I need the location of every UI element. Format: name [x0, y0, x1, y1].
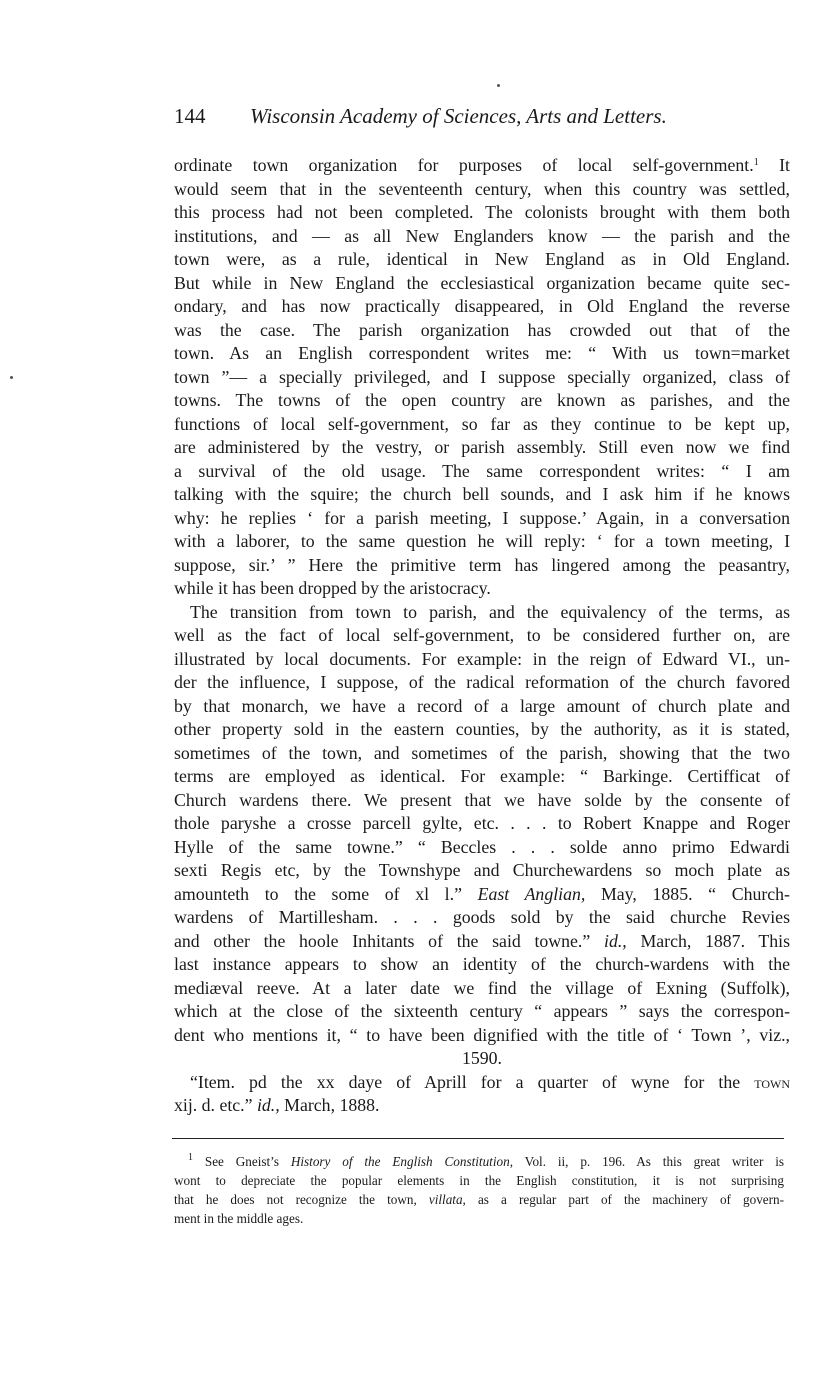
text-line: last instance appears to show an identity of the church-wardens with the — [174, 954, 790, 974]
text-line: der the influence, I suppose, of the radical reformation of the church favored — [174, 672, 790, 692]
quote-line: “Item. pd the xx daye of Aprill for a quarter of wyne for the town — [190, 1071, 791, 1092]
text-line: Hylle of the same towne.” “ Beccles . . . solde anno primo Edwardi — [174, 836, 790, 857]
scan-speck — [10, 376, 13, 379]
footnote-line: ment in the middle ages. — [174, 1211, 304, 1226]
text-line: sometimes of the town, and sometimes of the parish, showing that the two — [174, 742, 790, 763]
text-line: a survival of the old usage. The same correspondent writes: “ I am — [174, 460, 790, 481]
text-line: thole paryshe a crosse parcell gylte, etc. . . . to Robert Knappe and Roger — [174, 813, 790, 833]
quote-line: xij. d. etc.” id., March, 1888. — [174, 1095, 380, 1115]
text-line: wardens of Martillesham. . . . goods sold by the said churche Revies — [174, 907, 790, 927]
text-line: towns. The towns of the open country are known as parishes, and the — [174, 390, 790, 410]
text-line: amounteth to the some of xl l.” East Anglian, May, 1885. “ Church- — [174, 883, 790, 904]
text-line: functions of local self-government, so far as they continue to be kept up, — [174, 413, 790, 434]
year-heading: 1590. — [461, 1048, 502, 1068]
text-line: was the case. The parish organization has crowded out that of the — [174, 319, 790, 340]
text-line: this process had not been completed. The colonists brought with them both — [174, 202, 790, 222]
text-line: Church wardens there. We present that we have solde by the consente of — [174, 789, 790, 810]
text-line: dent who mentions it, “ to have been dignified with the title of ‘ Town ’, viz., — [174, 1024, 790, 1045]
footnote-marker: 1 — [188, 1152, 193, 1163]
text-line: suppose, sir.’ ” Here the primitive term has lingered among the peasantry, — [174, 554, 790, 575]
latin-term: villata, — [428, 1192, 466, 1207]
text-line: which at the close of the sixteenth century “ appears ” says the correspon- — [174, 1001, 790, 1021]
footnote — [174, 1152, 784, 1228]
text-line: illustrated by local documents. For example: in the reign of Edward VI., un- — [174, 648, 790, 669]
text-line: talking with the squire; the church bell sounds, and I ask him if he knows — [174, 484, 790, 504]
citation-title: East Anglian, — [477, 883, 586, 904]
text-line: terms are employed as identical. For example: “ Barkinge. Certifficat of — [174, 766, 790, 786]
running-title: Wisconsin Academy of Sciences, Arts and Letters. — [250, 104, 667, 128]
footnote-line: wont to depreciate the popular elements in the English constitution, it is not surprising — [174, 1173, 784, 1188]
text-line: The transition from town to parish, and the equivalency of the terms, as — [190, 601, 790, 622]
book-title: History of the English Constitution, — [290, 1154, 513, 1169]
text-line: well as the fact of local self-government, to be considered further on, are — [174, 625, 790, 645]
text-line: would seem that in the seventeenth century, when this country was settled, — [174, 178, 790, 199]
footnote-line: $^1$ See Gneist’s History of the English Constitution, Vol. ii, p. 196. As this great writer is — [188, 1152, 785, 1169]
text-line: by that monarch, we have a record of a large amount of church plate and — [174, 695, 790, 716]
text-line: town. As an English correspondent writes me: “ With us town=market — [174, 343, 790, 363]
text-line: town were, as a rule, identical in New England as in Old England. — [174, 249, 790, 269]
footnote-ref: 1 — [753, 157, 759, 168]
text-line: town ”— a specially privileged, and I suppose specially organized, class of — [174, 366, 790, 387]
footnote-line: that he does not recognize the town, villata, as a regular part of the machinery of govern- — [174, 1192, 785, 1207]
scan-speck — [497, 84, 500, 87]
citation-ref: id., — [604, 930, 627, 951]
text-line: while it has been dropped by the aristocracy. — [174, 578, 491, 598]
text-line: ondary, and has now practically disappeared, in Old England the reverse — [174, 296, 790, 316]
body-text — [174, 154, 790, 1118]
text-line: why: he replies ‘ for a parish meeting, I suppose.’ Again, in a conversation — [174, 507, 790, 528]
text-line: with a laborer, to the same question he will reply: ‘ for a town meeting, I — [174, 531, 790, 551]
footnote-rule — [172, 1138, 784, 1139]
citation-ref: id., — [256, 1095, 280, 1115]
text-line: ordinate town organization for purposes of local self-government.$^1$ It — [174, 155, 790, 175]
text-line: and other the hoole Inhitants of the said towne.” id., March, 1887. This — [174, 930, 791, 951]
text-line: are administered by the vestry, or parish assembly. Still even now we find — [174, 437, 790, 457]
text-line: But while in New England the ecclesiastical organization became quite sec- — [174, 272, 790, 293]
running-header — [174, 104, 790, 129]
text-line: sexti Regis etc, by the Townshype and Churchewardens so moch plate as — [174, 860, 790, 880]
text-line: other property sold in the eastern counties, by the authority, as it is stated, — [174, 719, 790, 739]
text-line: institutions, and — as all New Englanders know — the parish and the — [174, 225, 790, 246]
text-line: mediæval reeve. At a later date we find the village of Exning (Suffolk), — [174, 977, 790, 998]
page-number: 144 — [174, 104, 206, 128]
